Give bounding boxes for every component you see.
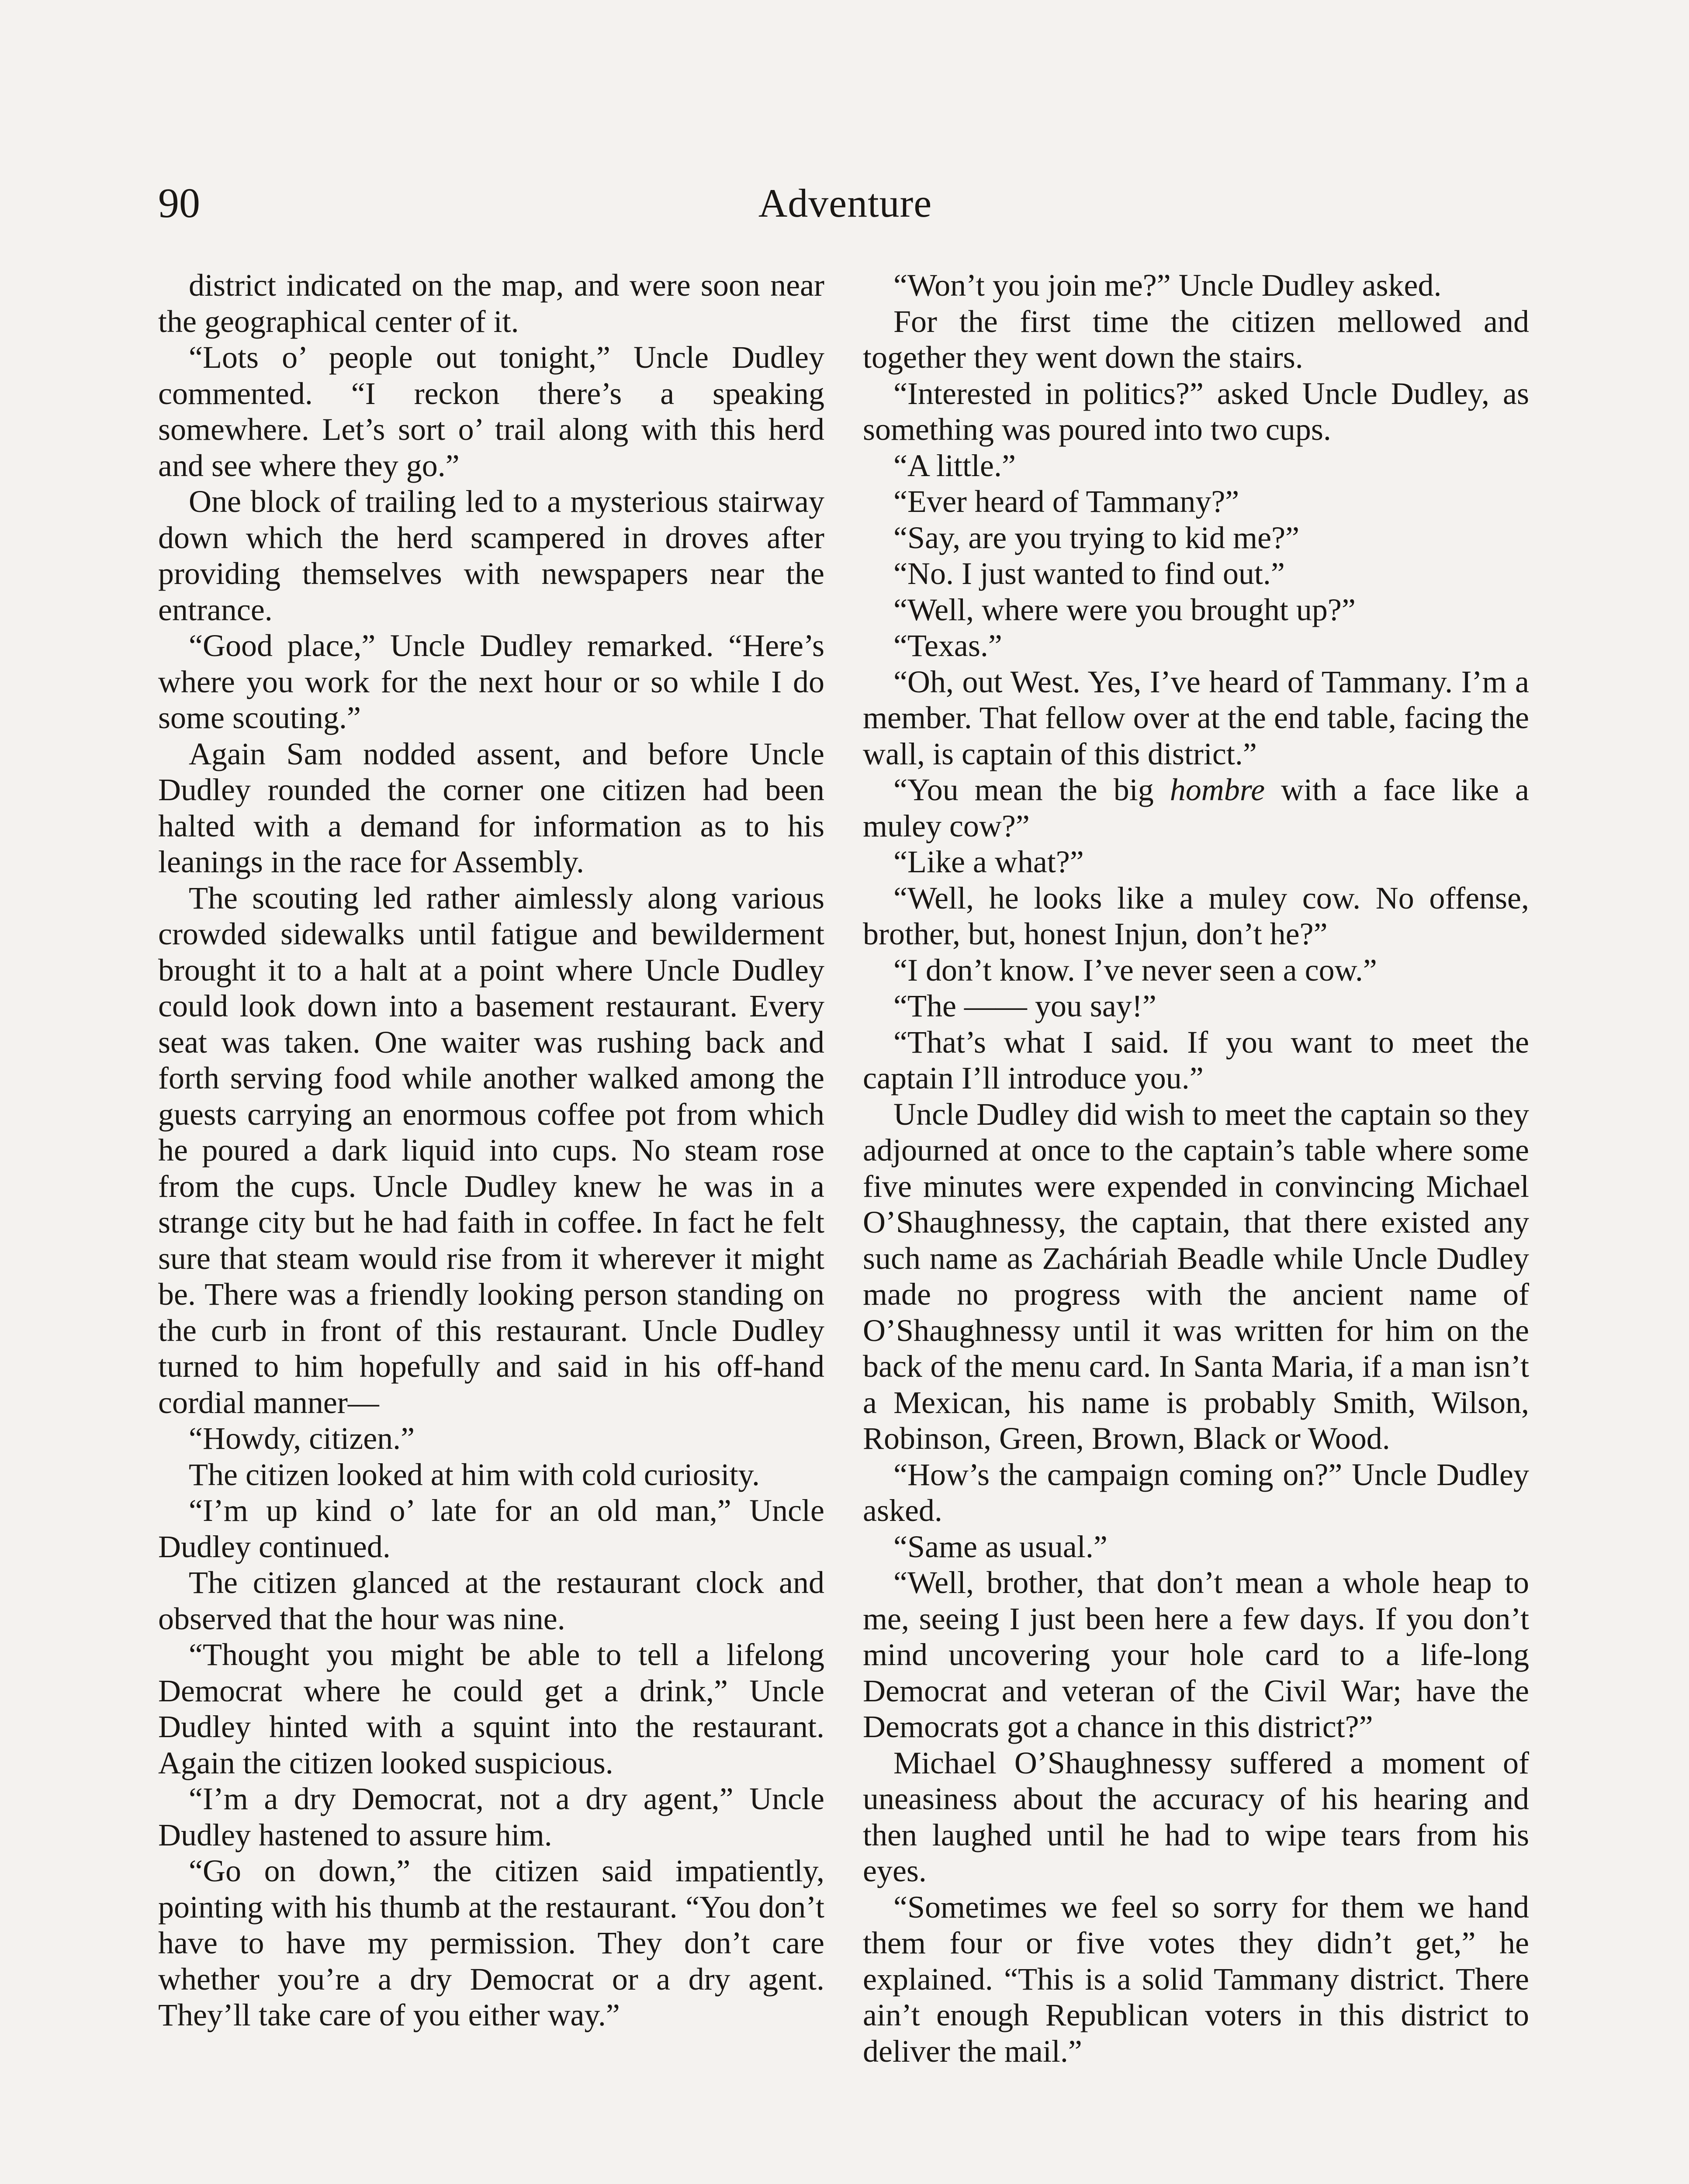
- paragraph: One block of trailing led to a mysterious stairway down which the herd scampered in droves after providing themselves with newspapers near the entrance.: [158, 484, 824, 627]
- paragraph: “Go on down,” the citizen said impatiently, pointing with his thumb at the restaurant. “You don’t have to have my permission. They don’t care whether you’re a dry Democrat or a dry agent. They’ll take care of you either way.”: [158, 1853, 824, 2032]
- paragraph: Michael O’Shaughnessy suffered a moment of uneasiness about the accuracy of his hearing and then laughed until he had to wipe tears from his eyes.: [863, 1745, 1529, 1888]
- paragraph: Again Sam nodded assent, and before Uncle Dudley rounded the corner one citizen had been halted with a demand for information as to his leanings in the race for Assembly.: [158, 736, 824, 879]
- paragraph: “Won’t you join me?” Uncle Dudley asked.: [893, 268, 1442, 303]
- paragraph: “I don’t know. I’ve never seen a cow.”: [893, 952, 1377, 988]
- paragraph: “A little.”: [893, 448, 1016, 483]
- paragraph: “Well, brother, that don’t mean a whole heap to me, seeing I just been here a few days. If you don’t mind uncovering your hole card to a life-long Democrat and veteran of the Civil War; have the Democrats got a chance in this district?”: [863, 1565, 1529, 1744]
- paragraph: “Well, where were you brought up?”: [893, 592, 1356, 627]
- page-number: 90: [158, 180, 200, 226]
- paragraph: “That’s what I said. If you want to meet the captain I’ll introduce you.”: [863, 1024, 1529, 1095]
- right-column: [863, 267, 1529, 2184]
- paragraph: “Oh, out West. Yes, I’ve heard of Tammany. I’m a member. That fellow over at the end table, facing the wall, is captain of this district.”: [863, 664, 1529, 771]
- paragraph: “The —— you say!”: [893, 988, 1156, 1023]
- paragraph: “Well, he looks like a muley cow. No offense, brother, but, honest Injun, don’t he?”: [863, 880, 1529, 951]
- paragraph: “Sometimes we feel so sorry for them we hand them four or five votes they didn’t get,” he explained. “This is a solid Tammany district. There ain’t enough Republican voters in this district to deliver the mail.”: [863, 1889, 1529, 2069]
- paragraph: “Good place,” Uncle Dudley remarked. “Here’s where you work for the next hour or so while I do some scouting.”: [158, 628, 824, 735]
- paragraph: “I’m a dry Democrat, not a dry agent,” Uncle Dudley hastened to assure him.: [158, 1781, 824, 1852]
- paragraph: “I’m up kind o’ late for an old man,” Uncle Dudley continued.: [158, 1493, 824, 1564]
- paragraph: The citizen looked at him with cold curiosity.: [189, 1457, 760, 1492]
- paragraph: “Interested in politics?” asked Uncle Dudley, as something was poured into two cups.: [863, 376, 1529, 447]
- paragraph: district indicated on the map, and were soon near the geographical center of it.: [158, 268, 824, 339]
- paragraph: Uncle Dudley did wish to meet the captain so they adjourned at once to the captain’s table where some five minutes were expended in convincing Michael O’Shaughnessy, the captain, that there existed any such name as Zacháriah Beadle while Uncle Dudley made no progress with the ancient name of O’Shaughnessy until it was written for him on the back of the menu card. In Santa Maria, if a man isn’t a Mexican, his name is probably Smith, Wilson, Robinson, Green, Brown, Black or Wood.: [863, 1096, 1529, 1456]
- paragraph: “Like a what?”: [893, 844, 1084, 879]
- running-title: Adventure: [758, 181, 932, 225]
- paragraph: “No. I just wanted to find out.”: [893, 556, 1285, 591]
- paragraph: “Same as usual.”: [893, 1529, 1108, 1564]
- page-header: [158, 177, 1532, 229]
- paragraph: The citizen glanced at the restaurant clock and observed that the hour was nine.: [158, 1565, 824, 1636]
- paragraph: The scouting led rather aimlessly along various crowded sidewalks until fatigue and bewilderment brought it to a halt at a point where Uncle Dudley could look down into a basement restaurant. Every seat was taken. One waiter was rushing back and forth serving food while another walked among the guests carrying an enormous coffee pot from which he poured a dark liquid into cups. No steam rose from the cups. Uncle Dudley knew he was in a strange city but he had faith in coffee. In fact he felt sure that steam would rise from it wherever it might be. There was a friendly looking person standing on the curb in front of this restaurant. Uncle Dudley turned to him hopefully and said in his off-hand cordial manner—: [158, 880, 824, 1420]
- paragraph: “Texas.”: [893, 628, 1002, 663]
- paragraph: “You mean the big hombre with a face like a muley cow?”: [863, 772, 1529, 843]
- paragraph: “Lots o’ people out tonight,” Uncle Dudley commented. “I reckon there’s a speaking somewhere. Let’s sort o’ trail along with this herd and see where they go.”: [158, 340, 824, 483]
- paragraph: “Say, are you trying to kid me?”: [893, 520, 1300, 555]
- left-column: [158, 267, 824, 2184]
- paragraph: “Thought you might be able to tell a lifelong Democrat where he could get a drink,” Uncle Dudley hinted with a squint into the restaurant. Again the citizen looked suspicious.: [158, 1637, 824, 1780]
- paragraph: “How’s the campaign coming on?” Uncle Dudley asked.: [863, 1457, 1529, 1528]
- paragraph: “Ever heard of Tammany?”: [893, 484, 1239, 519]
- paragraph: “Howdy, citizen.”: [189, 1421, 415, 1456]
- paragraph: For the first time the citizen mellowed and together they went down the stairs.: [863, 304, 1529, 375]
